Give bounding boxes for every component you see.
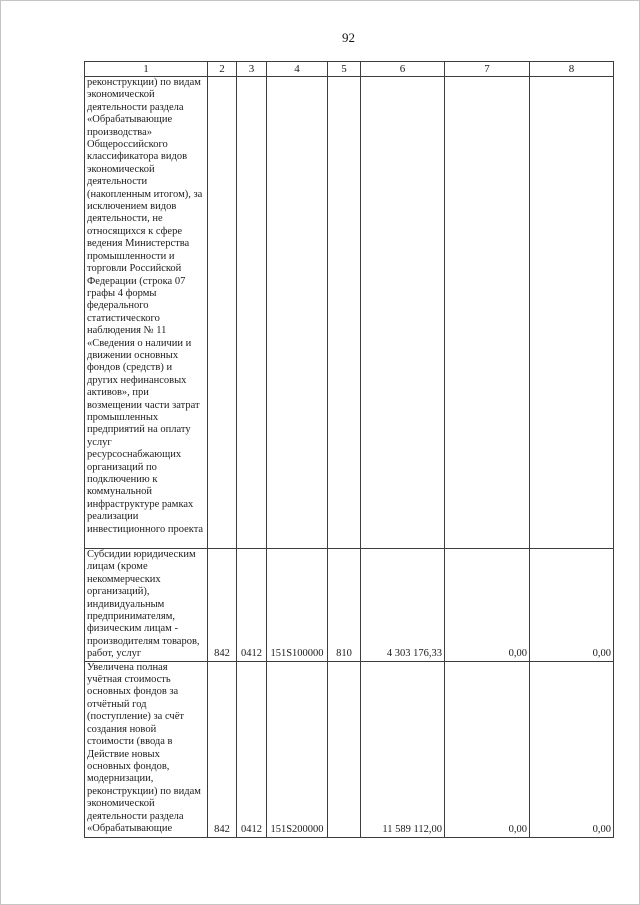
row-cell: 0,00 [530, 661, 614, 837]
row-cell [237, 77, 267, 549]
row-cell: 0,00 [445, 549, 530, 662]
row-cell: 151S100000 [267, 549, 328, 662]
header-cell-4: 4 [267, 62, 328, 77]
row-cell: 0412 [237, 549, 267, 662]
header-cell-6: 6 [361, 62, 445, 77]
row-cell: 842 [208, 661, 237, 837]
row-cell [328, 77, 361, 549]
row-cell: 842 [208, 549, 237, 662]
table-row [85, 77, 614, 549]
header-cell-7: 7 [445, 62, 530, 77]
row-cell [328, 661, 361, 837]
header-cell-3: 3 [237, 62, 267, 77]
row-cell [267, 77, 328, 549]
table-row [85, 661, 614, 837]
row-cell [445, 77, 530, 549]
row-cell: 0,00 [445, 661, 530, 837]
row-cell [361, 77, 445, 549]
row-cell: 151S200000 [267, 661, 328, 837]
row-cell: 11 589 112,00 [361, 661, 445, 837]
budget-table [84, 61, 614, 838]
header-cell-2: 2 [208, 62, 237, 77]
row-cell [530, 77, 614, 549]
row-cell: 0412 [237, 661, 267, 837]
row-name-cell: реконструкции) по видам экономической деятельности раздела «Обрабатывающие производства» Общероссийского классификатора видов экономической деятельности (накопленным итогом), за исключением видов деятельности, не относящихся к сфере ведения Министерства промышленности и торговли Российской Федерации (строка 07 графы 4 формы федерального статистического наблюдения № 11 «Сведения о наличии и движении основных фондов (средств) и других нефинансовых активов», при возмещении части затрат промышленных предприятий на оплату услуг ресурсоснабжающих организаций по подключению к коммунальной инфраструктуре рамках реализации инвестиционного проекта [85, 77, 208, 549]
row-name-cell: Увеличена полная учётная стоимость основных фондов за отчётный год (поступление) за счёт создания новой стоимости (ввода в Действие новых основных фондов, модернизации, реконструкции) по видам экономической деятельности раздела «Обрабатывающие [85, 661, 208, 837]
header-cell-5: 5 [328, 62, 361, 77]
row-cell: 0,00 [530, 549, 614, 662]
row-cell [208, 77, 237, 549]
row-cell: 810 [328, 549, 361, 662]
header-row [85, 62, 614, 77]
header-cell-1: 1 [85, 62, 208, 77]
table-row [85, 549, 614, 662]
row-name-cell: Субсидии юридическим лицам (кроме некоммерческих организаций), индивидуальным предпринимателям, физическим лицам - производителям товаров, работ, услуг [85, 549, 208, 662]
header-cell-8: 8 [530, 62, 614, 77]
page-number: 92 [342, 30, 355, 45]
row-cell: 4 303 176,33 [361, 549, 445, 662]
table-header [85, 62, 614, 77]
